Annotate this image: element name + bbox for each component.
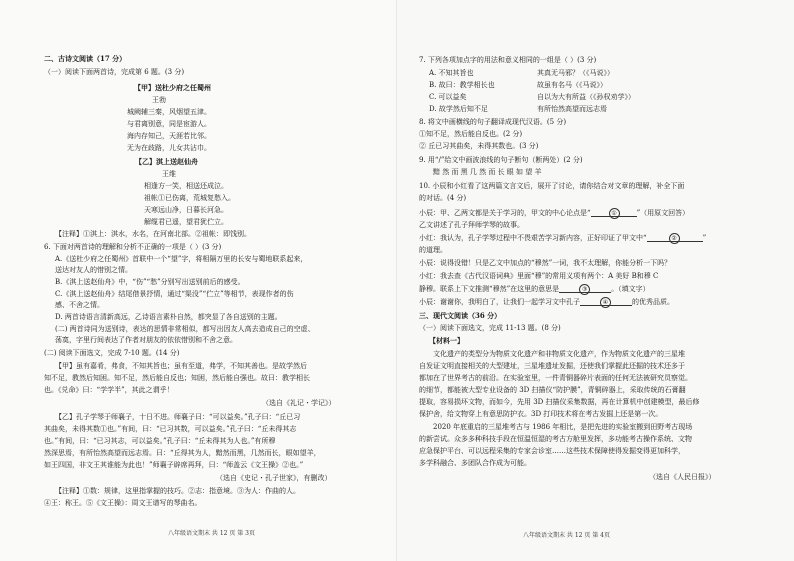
text-line: 2020 年底重启的三星堆考古与 1986 年相比，是把先进的实验室搬到田野考古现场	[433, 423, 693, 431]
text-line: 如王四国，非文王其谁能为此也！”师襄子辟席再拜，曰：“师盖云《文王操》②也。”	[44, 461, 304, 469]
question-10: 10. 小辰和小红看了这两篇文言文后，展开了讨论，请你结合对文章的理解，补全下面	[419, 182, 685, 190]
text-line: 乙文讲述了孔子拜师学琴的故事。	[419, 221, 524, 229]
dialog-text: 小辰：甲、乙两文都是关于学习的，甲文的中心论点是“	[419, 209, 591, 217]
page-footer: 八年级语文期末 共 12 页 第 4页	[523, 532, 610, 539]
dialog-line	[419, 284, 650, 294]
option-d-compare: 有所怡然高望而远志焉	[537, 105, 607, 113]
text-line: 送达对友人的惜别之情。	[55, 266, 132, 274]
dialog-text: 的优秀品质。	[632, 298, 674, 306]
dialog-text: 小红：我认为，孔子学琴过程中不畏艰苦学习新内容，正好印证了甲文中“	[419, 234, 647, 242]
blank-marker: ②	[669, 233, 680, 244]
poem-author: 王维	[162, 170, 176, 178]
text-line: 多学科融合、多团队合作成为可能。	[419, 459, 531, 467]
blank-marker: ①	[609, 208, 620, 219]
dialog-text: ”（用原文回答）	[636, 209, 690, 217]
poem-line: 与君离别意，同是宦游人。	[127, 120, 211, 128]
footnote: ④王：称王。⑤《文王操》：周文王谱写的琴曲名。	[44, 499, 202, 507]
poem-line: 海内存知己，天涯若比邻。	[127, 132, 211, 140]
subsection-title: （一）阅读下面选文，完成 11-13 题。(8 分)	[419, 324, 561, 332]
text-line: 也。”有间，曰：“已习其志，可以益矣。”孔子曰：“丘未得其为人也。”有所穆	[44, 437, 276, 445]
text-line: 都加在了世界考古的前沿。在实验室里，一件青铜器碎片表面的任何无法被研究员察觉。	[419, 374, 692, 382]
poem-line: 相逢方一笑，相送还成泣。	[144, 182, 228, 190]
text-line: 小红：我去查《古代汉语词典》里面“穆”的常用义项有两个：A 美好 B和穆 C	[419, 272, 659, 280]
text-line: 的对话。(4 分)	[419, 194, 467, 202]
text-line: 【乙】孔子学琴于师襄子，十日不进。师襄子曰：“可以益矣。”孔子曰：“丘已习	[55, 413, 301, 421]
poem-line: 祖帐①已伤离，荒城复愁入。	[144, 194, 235, 202]
page-4	[397, 0, 794, 561]
material-title: 【材料一】	[429, 336, 464, 345]
answer-blank[interactable]	[559, 284, 611, 293]
page-footer: 八年级语文期末 共 12 页 第 3页	[168, 530, 255, 537]
poem-line: 天寒远山净，日暮长河急。	[144, 206, 228, 214]
question-7: 7. 下列各项加点字的用法和意义相同的一组是（ ）(3 分)	[419, 56, 597, 64]
text-line: (二) 两首诗同为送别诗，表达的思情非常相似，都写出因友人高去造成自己的空虚、	[55, 325, 315, 333]
question-6: 6. 下面对两首诗的理解和分析不正确的一项是（ ）(3 分)	[44, 243, 222, 251]
text-line: 其曲矣，未得其数①也。”有间，曰：“已习其数，可以益矣。”孔子曰：“丘未得其志	[44, 425, 297, 433]
text-line: 知不足，教然后知困。知不足，然后能自反也；知困，然后能自强也。故曰：教学相长	[44, 374, 310, 382]
section-title: 三、现代文阅读（36 分）	[419, 311, 502, 320]
option-c-compare: 自以为大有所益（《孙权劝学》）	[537, 93, 635, 101]
text-line: 荡寞，字里行间表达了作者对朋友的依依惜别和不舍之意。	[55, 336, 237, 344]
option-d: D. 两首诗语言清新高远，乙诗语言素朴自然，都突显了各自送别的主题。	[55, 313, 282, 321]
poem-line: 城阙辅三秦，风烟望五津。	[127, 108, 211, 116]
text-line: 保护舍，给文物穿上有意思防护衣。3D 打印技术将在考古发掘上还是第一次。	[419, 410, 663, 418]
sentence-to-punctuate: 黯 然 而 黑 几 然 而 长 眼 如 望 羊	[433, 168, 542, 176]
poem-title: 【甲】送杜少府之任蜀州	[134, 83, 211, 92]
footnote: 【注释】①淇上：淇水，水名，在河南北部。②祖帐：即饯别。	[55, 230, 251, 238]
dialog-text: 小辰：谢谢你，我明白了，让我们一起学习文中孔子	[419, 298, 580, 306]
option-c: C. 可以益矣	[429, 93, 467, 101]
source-note: （选自《礼记・学记》）	[262, 399, 336, 407]
poem-author: 王勃	[152, 96, 166, 104]
text-line: 感、不舍之情。	[55, 301, 104, 309]
dialog-line	[419, 208, 689, 218]
footnote: 【注释】①数：规律，这里指掌握的技巧。②志：指意境。③为人：作曲的人。	[55, 487, 300, 495]
text-line: ② 丘已习其曲矣，未得其数也。(3 分)	[419, 142, 539, 150]
answer-blank[interactable]	[647, 233, 703, 242]
text-line: 自发证文明直接相关的大型建址，三星堆遗址发掘，还使我们掌握此还掘的技术还多于	[419, 362, 685, 370]
text-line: ①知不足，然后能自反也。(2 分)	[419, 130, 523, 138]
text-line: 提取，容易损坏文物，而如今，先用 3D 扫描仪采集数据，再在计算机中创建模型，最后修	[419, 398, 700, 406]
dialog-line	[419, 297, 674, 307]
poem-line: 无为在歧路，儿女共沾巾。	[127, 144, 211, 152]
dialog-line: 小红：我认为，孔子学琴过程中不畏艰苦学习新内容，正好印证了甲文中“ ② ”	[419, 234, 707, 242]
dialog-text: 。（填文字）	[611, 285, 650, 293]
text-line: 应急保护平台、可以远程采集的专家会诊室……这些技术保障使得发掘变得更加科学，	[419, 447, 685, 455]
blank-marker: ④	[600, 297, 611, 308]
poem-title: 【乙】淇上送赵仙舟	[135, 157, 198, 166]
text-line: （一）阅读下面两首诗，完成第 6 题。(3 分)	[44, 68, 185, 76]
answer-blank[interactable]	[580, 297, 632, 306]
question-8: 8. 将文中画横线的句子翻译成现代汉语。(5 分)	[419, 118, 567, 126]
section-title: 二、古诗文阅读（17 分）	[44, 54, 127, 63]
text-line: 的新尝试。众多多种科技手段在恒温恒湿的考古方舱里发挥，多功能考古操作系统、文物	[419, 435, 692, 443]
subsection-title: (二) 阅读下面选文，完成 7-10 题。(14 分)	[44, 349, 180, 357]
option-c: C.《淇上送赵仙舟》结尾借景抒情，通过“渠没”“伫立”等相节，表现作者的伤	[55, 290, 294, 298]
text-line: 小辰：说得没错！只是乙文中加点的“穆然”一词，我不太理解，你能分析一下吗？	[419, 259, 672, 267]
option-a-compare: 其真无马邪？（《马说》）	[537, 69, 614, 77]
text-line: 的细节，都能被大型专业设备的 3D 扫描仪“防护膜”，青铜碎器上，采取传统的石膏翻	[419, 386, 686, 394]
text-line: 也。《兑命》曰：“学学半”，其此之谓乎！	[44, 386, 174, 394]
text-line: 【甲】虽有嘉肴，弗食，不知其旨也；虽有至道，弗学，不知其善也。是故学然后	[55, 362, 307, 370]
text-line: 文化遗产的类型分为物质文化遗产和非物质文化遗产，作为物质文化遗产的三星堆	[433, 350, 685, 358]
poem-line: 解缆君已遥，望君犹伫立。	[144, 218, 228, 226]
option-b: B. 故曰：教学相长也	[429, 81, 495, 89]
dialog-text: 静穆。联系上下文推测“穆然”在这里的意思是	[419, 285, 560, 293]
option-b-compare: 故虽有名马（《马说》）	[537, 81, 607, 89]
text-line: 然深思焉，有所怡然高望而远志焉。曰：“丘得其为人，黯然而黑，几然而长，眼如望羊，	[44, 449, 321, 457]
source-note: （选自《人民日报》）	[649, 473, 716, 481]
option-a: A.《送杜少府之任蜀州》首联中一个“望”字，将相隔万里的长安与蜀地联系起来，	[55, 255, 308, 263]
option-b: B.《淇上送赵仙舟》中，“伤”“愁”分别写出送别前后的感受。	[55, 278, 245, 286]
blank-marker: ③	[579, 284, 590, 295]
question-9: 9. 用“/”给文中画波浪线的句子断句（断两处）(2 分)	[419, 156, 583, 164]
source-note: （选自《史记・孔子世家》，有删改）	[216, 474, 332, 482]
text-line: 的道理。	[419, 246, 447, 254]
option-d: D. 故学然后知不足	[429, 105, 488, 113]
answer-blank[interactable]	[591, 208, 637, 217]
option-a: A. 不知其旨也	[429, 69, 474, 77]
